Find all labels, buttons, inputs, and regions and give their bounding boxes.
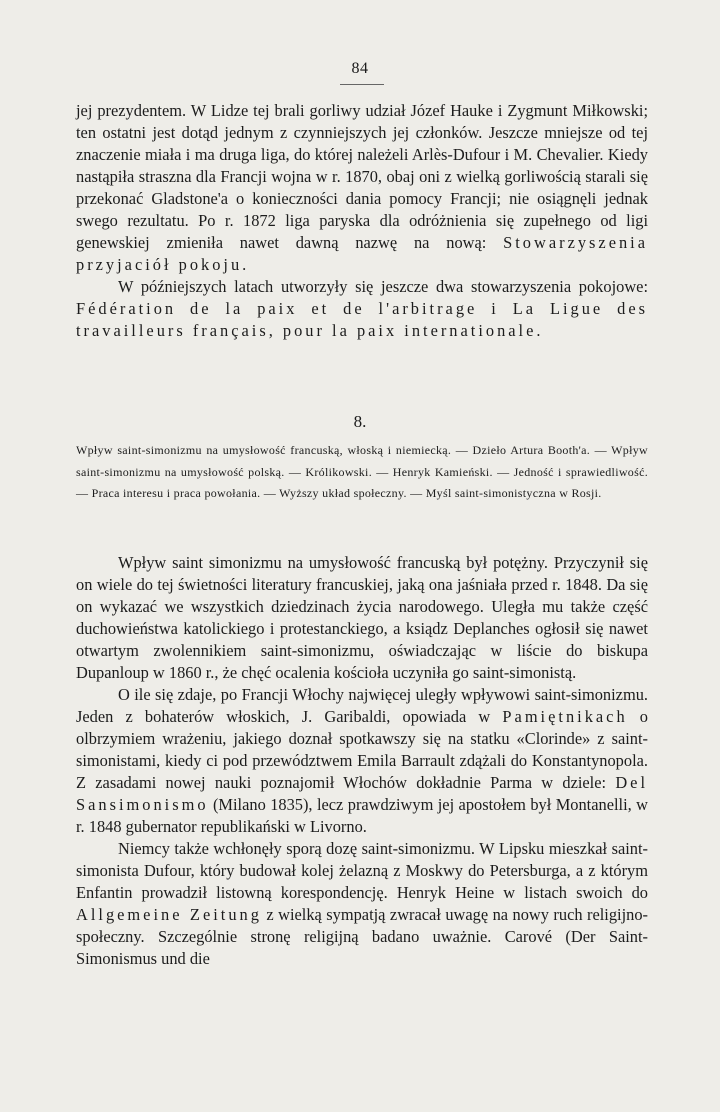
spaced-emphasis-text: Stowarzyszenia przyjaciół pokoju. [76, 233, 648, 274]
paragraph-text: O ile się zdaje, po Francji Włochy najwięcej uległy wpływowi saint-simonizmu. Jeden z bohaterów włoskich, J. Garibaldi, opowiada w [76, 685, 648, 726]
page-number-rule [340, 84, 384, 85]
paragraph [76, 552, 648, 684]
paragraph [76, 100, 648, 276]
bottom-text-block [76, 552, 648, 970]
spaced-emphasis-text: Allgemeine Zeitung [76, 905, 262, 924]
paragraph [76, 684, 648, 838]
section-summary [76, 440, 648, 505]
paragraph-text: Niemcy także wchłonęły sporą dozę saint-simonizmu. W Lipsku mieszkał saint-simonista Dufour, który budował kolej żelazną z Moskwy do Petersburga, a z którym Enfantin prowadził listowną korespondencję. Henryk Heine w listach swoich do [76, 839, 648, 902]
page-number: 84 [351, 60, 369, 77]
paragraph [76, 838, 648, 970]
summary-text: Wpływ saint-simonizmu na umysłowość francuską, włoską i niemiecką. — Dzieło Artura Booth'a. — Wpływ saint-simonizmu na umysłowość polską. — Królikowski. — Henryk Kamieński. — Jedność i sprawiedliwość. — Praca interesu i praca powołania. — Wyższy układ społeczny. — Myśl saint-simonistyczna w Rosji. [76, 443, 648, 500]
paragraph-text: W późniejszych latach utworzyły się jeszcze dwa stowarzyszenia pokojowe: [118, 277, 648, 296]
paragraph-text: z wielką sympatją zwracał uwagę na nowy ruch religijno-społeczny. Szczególnie stronę religijną badano uważnie. Carové (Der Saint-Simonismus und die [76, 905, 648, 968]
top-text-block [76, 100, 648, 342]
paragraph-text: (Milano 1835), lecz prawdziwym jej apostołem był Montanelli, w r. 1848 gubernator republikański w Livorno. [76, 795, 648, 836]
paragraph-text: jej prezydentem. W Lidze tej brali gorliwy udział Józef Hauke i Zygmunt Miłkowski; ten ostatni jest dotąd jednym z czynniejszych jej członków. Jeszcze mniejsze od tej znaczenie miała i ma druga liga, do której należeli Arlès-Dufour i M. Chevalier. Kiedy nastąpiła straszna dla Francji wojna w r. 1870, obaj oni z wielką gorliwością starali się przekonać Gladstone'a o konieczności dania pomocy Francji; nie osiągnęli jednak swego rezultatu. Po r. 1872 liga paryska dla odróżnienia się zupełnego od ligi genewskiej zmieniła nawet dawną nazwę na nową: [76, 101, 648, 252]
spaced-emphasis-text: Del Sansimonismo [76, 773, 648, 814]
spaced-emphasis-text: Pamiętnikach [502, 707, 628, 726]
paragraph-text: o olbrzymiem wrażeniu, jakiego doznał spotkawszy się na statku «Clorinde» z saint-simonistami, kiedy ci pod przewództwem Emila Barrault zdążali do Konstantynopola. Z zasadami nowej nauki poznajomił Włochów dokładnie Parma w dziele: [76, 707, 649, 792]
paragraph [76, 276, 648, 342]
paragraph-text: Wpływ saint simonizmu na umysłowość francuską był potężny. Przyczynił się on wiele do tej świetności literatury francuskiej, jaką ona jaśniała przed r. 1848. Da się on wykazać we wszystkich dziedzinach życia narodowego. Uległa mu także część duchowieństwa katolickiego i protestanckiego, a ksiądz Deplanches ogłosił się nawet otwartym zwolennikiem saint-simonizmu, oświadczając w liście do biskupa Dupanloup w 1860 r., że chęć ocalenia kościoła uczyniła go saint-simonistą. [76, 553, 648, 682]
spaced-emphasis-text: Fédération de la paix et de l'arbitrage i La Ligue des travailleurs français, pour la paix internationale. [76, 299, 648, 340]
section-number: 8. [353, 412, 367, 431]
